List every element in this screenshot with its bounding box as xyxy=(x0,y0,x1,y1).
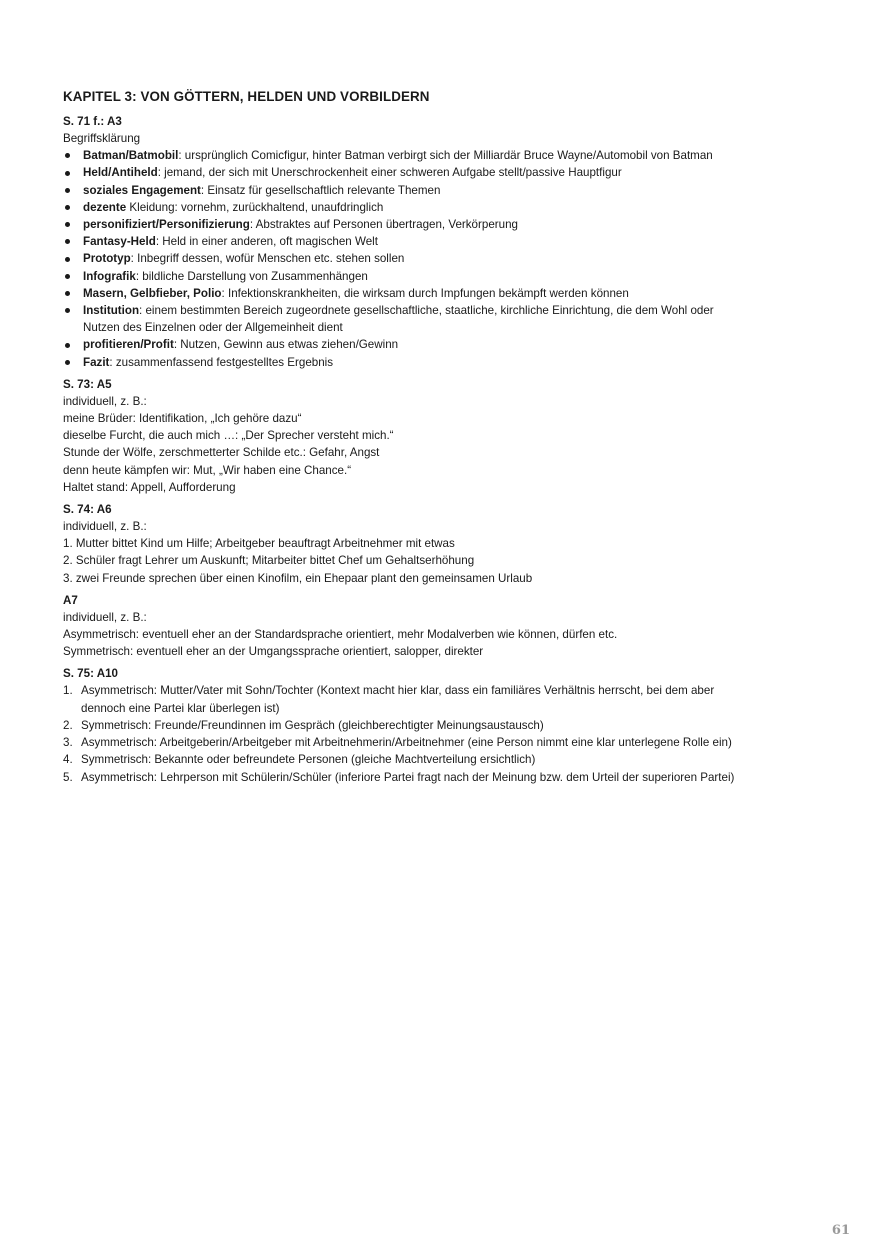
text-line: 3. zwei Freunde sprechen über einen Kinofilm, ein Ehepaar plant den gemeinsamen Urlaub xyxy=(63,571,533,585)
section-a10 xyxy=(63,665,843,785)
text-line: Stunde der Wölfe, zerschmetterter Schilde etc.: Gefahr, Angst xyxy=(63,446,380,460)
bullet-icon xyxy=(65,291,70,296)
text-line: meine Brüder: Identifikation, „Ich gehöre dazu“ xyxy=(63,412,302,426)
item-number: 5. xyxy=(63,770,73,784)
bullet-icon xyxy=(65,222,70,227)
text-line: Asymmetrisch: eventuell eher an der Standardsprache orientiert, mehr Modalverben wie können, dürfen etc. xyxy=(63,628,618,642)
list-item xyxy=(63,250,843,267)
bullet-icon xyxy=(65,343,70,348)
text-line: Haltet stand: Appell, Aufforderung xyxy=(63,480,236,494)
term: Masern, Gelbfieber, Polio xyxy=(83,286,222,300)
text-line: 1. Mutter bittet Kind um Hilfe; Arbeitgeber beauftragt Arbeitnehmer mit etwas xyxy=(63,537,455,551)
definition: : bildliche Darstellung von Zusammenhängen xyxy=(135,269,368,283)
item-text: Asymmetrisch: Lehrperson mit Schülerin/Schüler (inferiore Partei fragt nach der Meinung bzw. dem Urteil der superioren Partei) xyxy=(81,770,735,784)
list-item xyxy=(63,717,843,734)
list-item xyxy=(63,751,843,768)
list-item xyxy=(63,164,843,181)
item-text: Symmetrisch: Freunde/Freundinnen im Gespräch (gleichberechtigter Meinungsaustausch) xyxy=(81,718,544,732)
term-list xyxy=(63,147,843,371)
section-heading: S. 74: A6 xyxy=(63,503,112,517)
list-item xyxy=(63,769,843,786)
term: Batman/Batmobil xyxy=(83,149,179,163)
bullet-icon xyxy=(65,171,70,176)
bullet-icon xyxy=(65,153,70,158)
chapter-title: KAPITEL 3: VON GÖTTERN, HELDEN UND VORBILDERN xyxy=(63,89,430,104)
term: Held/Antiheld xyxy=(83,166,158,180)
list-item xyxy=(63,285,843,302)
item-text-continued: dennoch eine Partei klar überlegen ist) xyxy=(81,701,280,715)
term: Infografik xyxy=(83,269,136,283)
section-a5 xyxy=(63,376,843,496)
list-item xyxy=(63,233,843,250)
list-item xyxy=(63,216,843,233)
list-item xyxy=(63,682,843,716)
item-text: Symmetrisch: Bekannte oder befreundete Personen (gleiche Machtverteilung ersichtlich) xyxy=(81,753,536,767)
document-page xyxy=(63,88,843,791)
definition: : Infektionskrankheiten, die wirksam durch Impfungen bekämpft werden können xyxy=(221,286,629,300)
term: Fantasy-Held xyxy=(83,235,156,249)
text-line: Symmetrisch: eventuell eher an der Umgangssprache orientiert, salopper, direkter xyxy=(63,645,484,659)
definition: Kleidung: vornehm, zurückhaltend, unaufdringlich xyxy=(126,200,384,214)
text-line: 2. Schüler fragt Lehrer um Auskunft; Mitarbeiter bittet Chef um Gehaltserhöhung xyxy=(63,554,475,568)
list-item xyxy=(63,354,843,371)
list-item xyxy=(63,147,843,164)
text-line: individuell, z. B.: xyxy=(63,520,147,534)
bullet-icon xyxy=(65,239,70,244)
definition: : zusammenfassend festgestelltes Ergebnis xyxy=(109,355,334,369)
section-a7 xyxy=(63,592,843,661)
section-a3 xyxy=(63,113,843,371)
definition: : jemand, der sich mit Unerschrockenheit einer schweren Aufgabe stellt/passive Hauptfigur xyxy=(157,166,622,180)
list-item xyxy=(63,268,843,285)
bullet-icon xyxy=(65,188,70,193)
bullet-icon xyxy=(65,257,70,262)
item-text: Asymmetrisch: Arbeitgeberin/Arbeitgeber mit Arbeitnehmerin/Arbeitnehmer (eine Person nimmt eine klar unterlegene Rolle ein) xyxy=(81,736,732,750)
definition: : Abstraktes auf Personen übertragen, Verkörperung xyxy=(249,218,518,232)
item-number: 3. xyxy=(63,736,73,750)
numbered-list xyxy=(63,682,843,785)
item-number: 2. xyxy=(63,718,73,732)
term: Prototyp xyxy=(83,252,131,266)
item-number: 4. xyxy=(63,753,73,767)
bullet-icon xyxy=(65,308,70,313)
definition: : einem bestimmten Bereich zugeordnete gesellschaftliche, staatliche, kirchliche Einrichtung, die dem Wohl oder xyxy=(139,304,714,318)
bullet-icon xyxy=(65,205,70,210)
list-item xyxy=(63,734,843,751)
section-heading: S. 71 f.: A3 xyxy=(63,115,122,128)
text-line: denn heute kämpfen wir: Mut, „Wir haben eine Chance.“ xyxy=(63,463,352,477)
list-item xyxy=(63,199,843,216)
term: dezente xyxy=(83,200,127,214)
page-number: 61 xyxy=(831,1223,850,1238)
item-text: Asymmetrisch: Mutter/Vater mit Sohn/Tochter (Kontext macht hier klar, dass ein familiäres Verhältnis herrscht, bei dem aber xyxy=(81,684,715,698)
text-line: individuell, z. B.: xyxy=(63,610,147,624)
section-intro: Begriffsklärung xyxy=(63,132,141,145)
list-item xyxy=(63,182,843,199)
definition-continued: Nutzen des Einzelnen oder der Allgemeinheit dient xyxy=(83,321,343,335)
term: Institution xyxy=(83,304,140,318)
section-a6 xyxy=(63,501,843,587)
term: profitieren/Profit xyxy=(83,338,174,352)
section-heading: S. 73: A5 xyxy=(63,377,112,391)
text-line: individuell, z. B.: xyxy=(63,394,147,408)
text-line: dieselbe Furcht, die auch mich …: „Der Sprecher versteht mich.“ xyxy=(63,429,394,443)
bullet-icon xyxy=(65,360,70,365)
term: Fazit xyxy=(83,355,110,369)
term: personifiziert/Personifizierung xyxy=(83,218,250,232)
definition: : Held in einer anderen, oft magischen Welt xyxy=(155,235,378,249)
section-heading: A7 xyxy=(63,593,78,607)
definition: : Inbegriff dessen, wofür Menschen etc. stehen sollen xyxy=(130,252,405,266)
list-item xyxy=(63,336,843,353)
definition: : ursprünglich Comicfigur, hinter Batman verbirgt sich der Milliardär Bruce Wayne/Automobil von Batman xyxy=(178,149,713,163)
section-heading: S. 75: A10 xyxy=(63,667,118,681)
list-item xyxy=(63,302,843,336)
term: soziales Engagement xyxy=(83,183,201,197)
definition: : Nutzen, Gewinn aus etwas ziehen/Gewinn xyxy=(173,338,399,352)
bullet-icon xyxy=(65,274,70,279)
item-number: 1. xyxy=(63,684,73,698)
definition: : Einsatz für gesellschaftlich relevante Themen xyxy=(200,183,441,197)
